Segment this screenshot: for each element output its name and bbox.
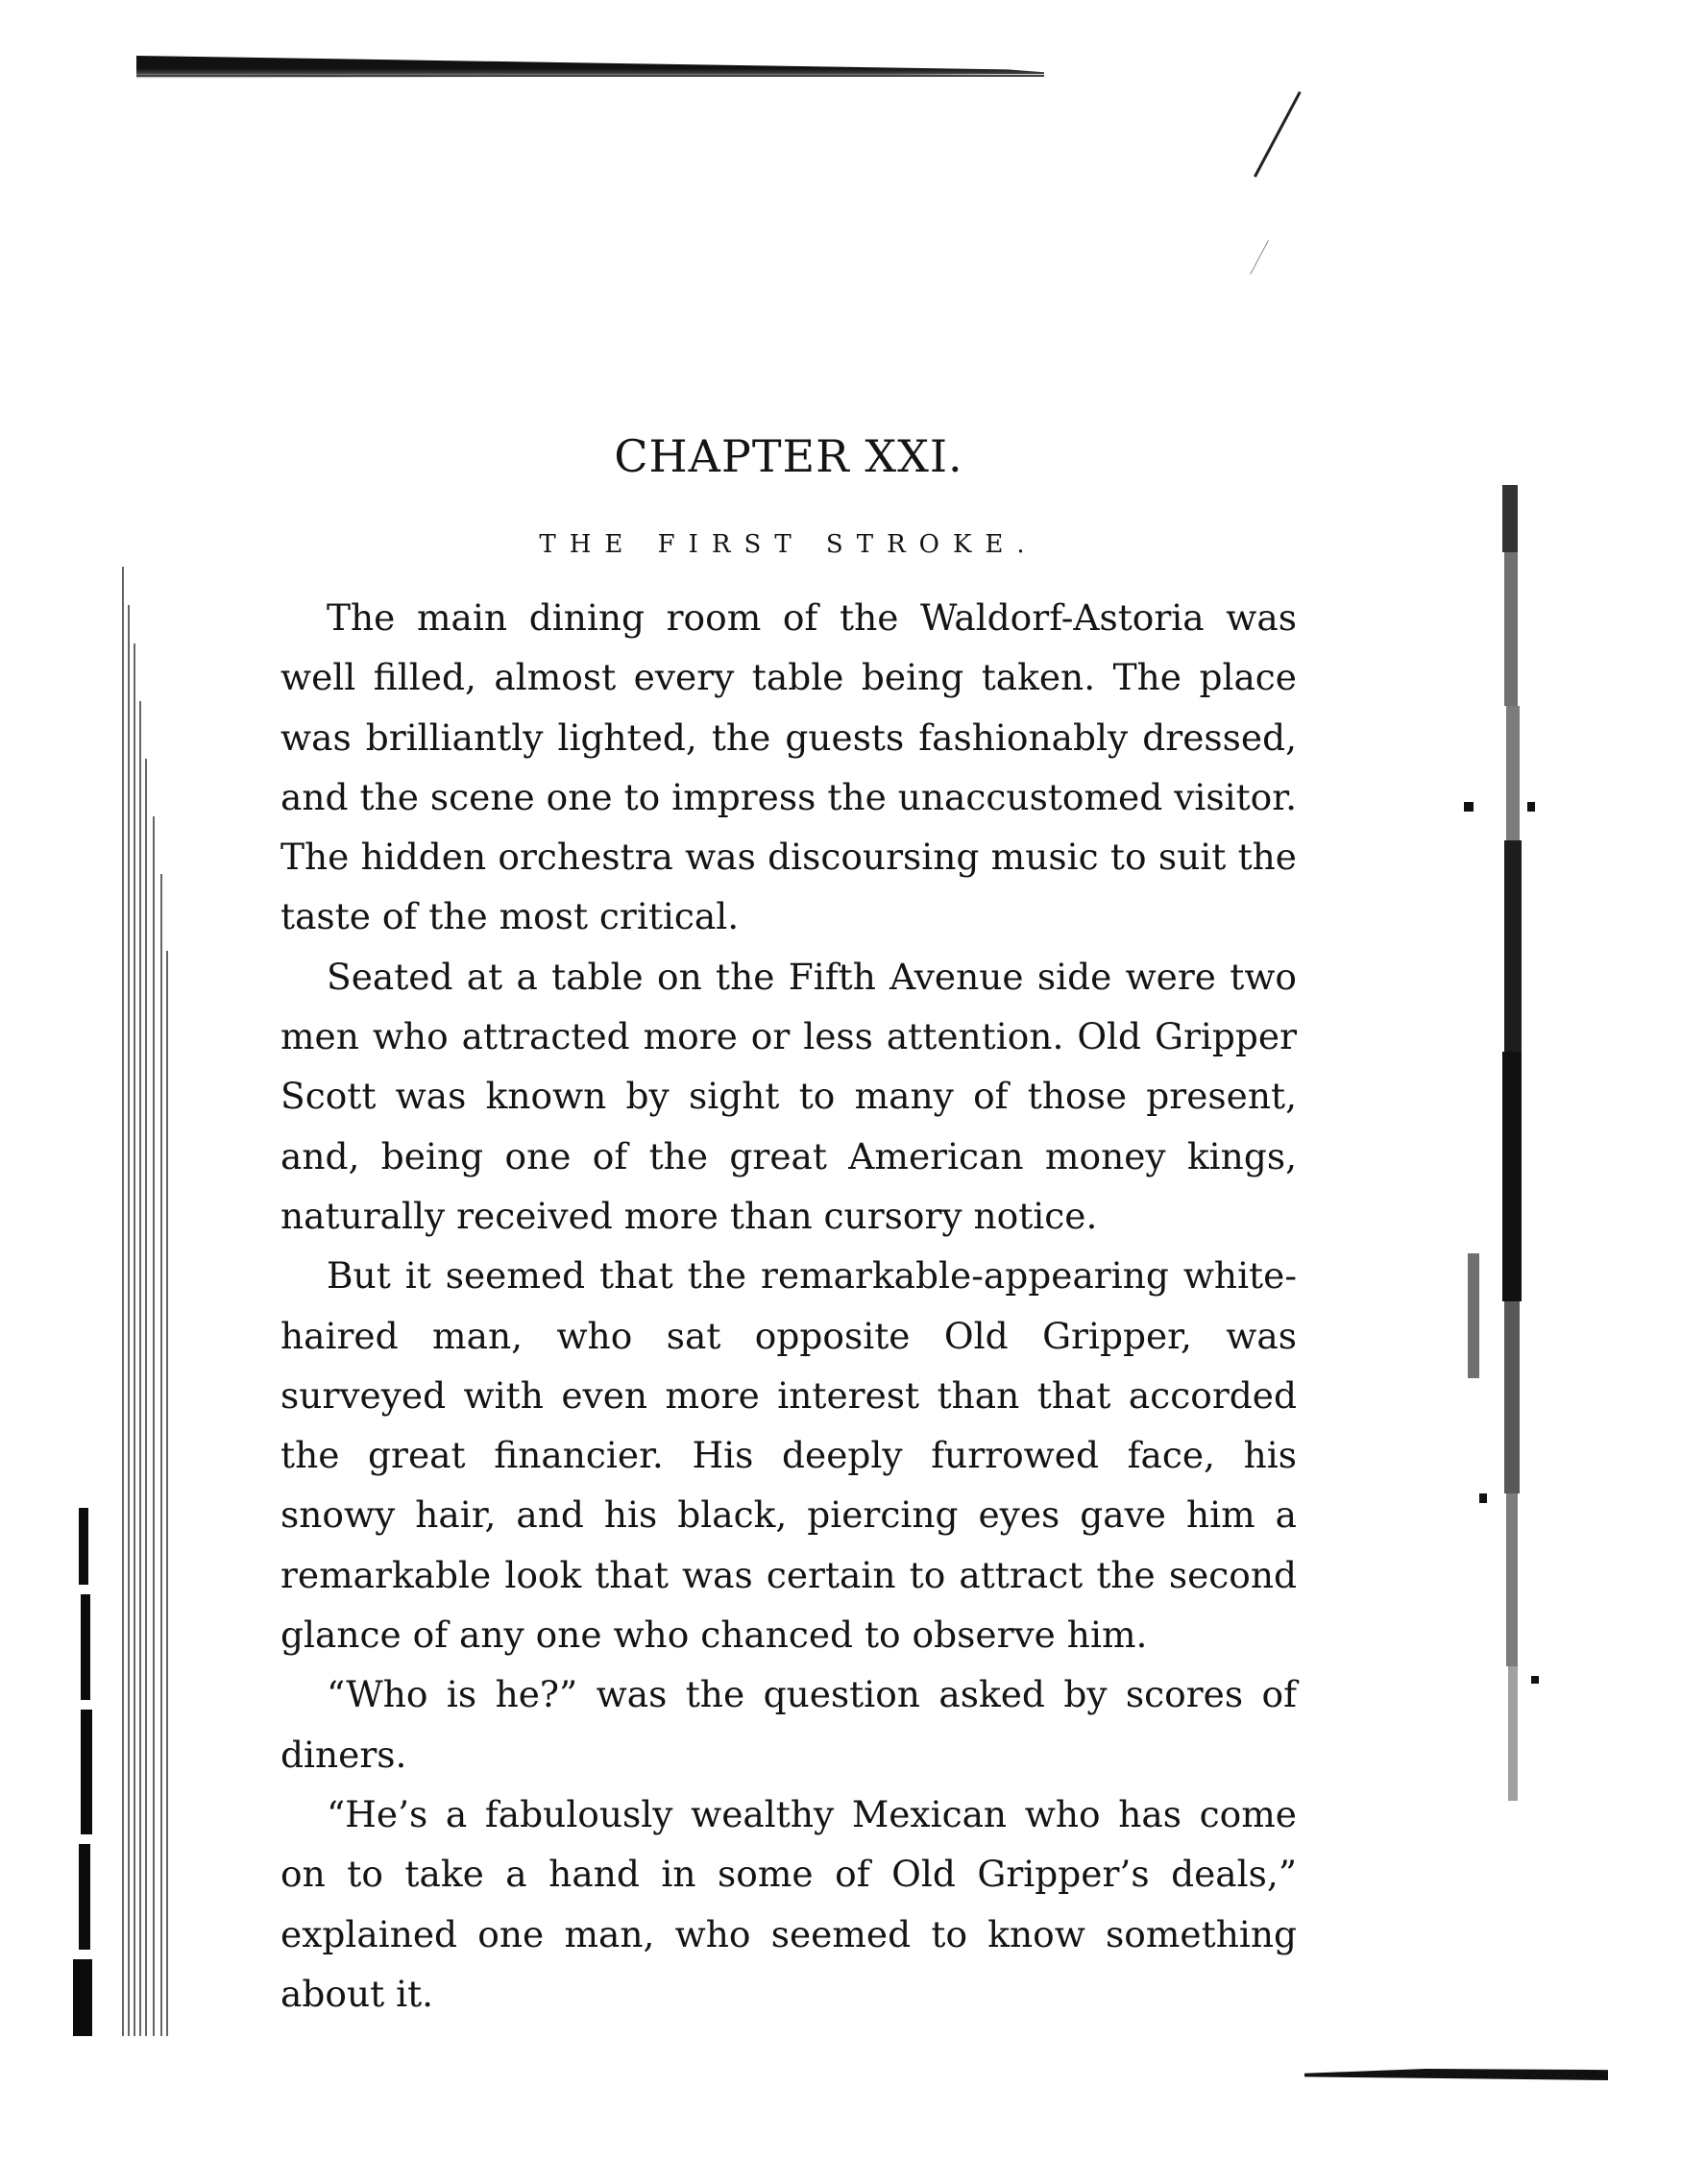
paragraph: Seated at a table on the Fifth Avenue side were two men who attracted more or less attention. Old Gripper Scott was known by sight to many of those present, and, being one of the great American money kings, naturally received more than cursory notice.	[280, 955, 1297, 1237]
chapter-body	[280, 588, 1297, 2024]
paragraph: The main dining room of the Waldorf-Astoria was well filled, almost every table being taken. The place was brilliantly lighted, the guests fashionably dressed, and the scene one to impress the unaccustomed visitor. The hidden orchestra was discoursing music to suit the taste of the most critical.	[280, 596, 1297, 938]
paragraph: But it seemed that the remarkable-appearing white-haired man, who sat opposite Old Gripper, was surveyed with even more interest than that accorded the great financier. His deeply furrowed face, his snowy hair, and his black, piercing eyes gave him a remarkable look that was certain to attract the second glance of any one who chanced to observe him.	[280, 1254, 1297, 1657]
top-scan-rule-tail	[136, 75, 1044, 77]
pencil-slash-mark	[1254, 91, 1302, 178]
faint-pencil-mark	[1250, 240, 1269, 275]
right-binding-edge	[1460, 485, 1551, 1801]
left-binding-edge	[67, 567, 173, 2036]
paragraph: “Who is he?” was the question asked by scores of diners.	[280, 1673, 1297, 1776]
paragraph: “He’s a fabulously wealthy Mexican who has come on to take a hand in some of Old Gripper’s deals,” explained one man, who seemed to know something about it.	[280, 1792, 1297, 2015]
chapter-heading: CHAPTER XXI.	[614, 430, 963, 482]
chapter-subtitle: THE FIRST STROKE.	[539, 530, 1038, 559]
bottom-scan-rule	[1304, 2069, 1608, 2080]
